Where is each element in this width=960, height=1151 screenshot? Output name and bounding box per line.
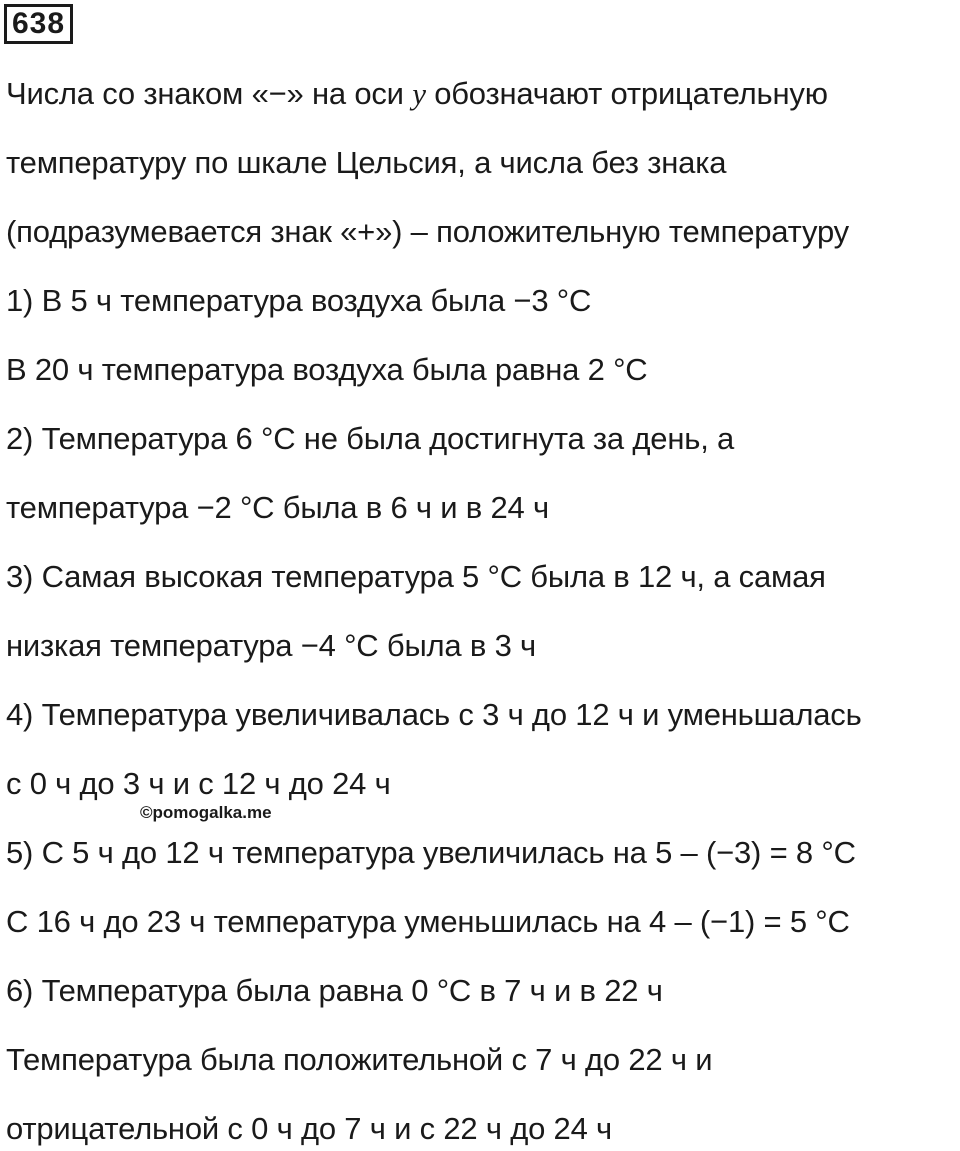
- answer-line: с 0 ч до 3 ч и с 12 ч до 24 ч: [6, 766, 391, 801]
- intro-line-3: (подразумевается знак «+») – положительную температуру: [6, 214, 849, 249]
- watermark: ©pomogalka.me: [140, 803, 272, 822]
- problem-number: 638: [4, 4, 73, 44]
- answer-line: Температура была положительной с 7 ч до 22 ч и: [6, 1042, 713, 1077]
- answer-line: В 20 ч температура воздуха была равна 2 °С: [6, 352, 648, 387]
- answer-line: 1) В 5 ч температура воздуха была −3 °С: [6, 283, 592, 318]
- answer-line: С 16 ч до 23 ч температура уменьшилась на 4 – (−1) = 5 °С: [6, 904, 850, 939]
- intro-line-1-end: обозначают отрицательную: [425, 76, 828, 111]
- axis-variable: y: [412, 76, 426, 111]
- answer-line: 4) Температура увеличивалась с 3 ч до 12 ч и уменьшалась: [6, 697, 862, 732]
- intro-line-2: температуру по шкале Цельсия, а числа без знака: [6, 145, 727, 180]
- intro-line-1-start: Числа со знаком «−» на оси: [6, 76, 413, 111]
- answer-line: температура −2 °С была в 6 ч и в 24 ч: [6, 490, 549, 525]
- answer-line: 2) Температура 6 °С не была достигнута за день, а: [6, 421, 735, 456]
- answer-line: отрицательной с 0 ч до 7 ч и с 22 ч до 24 ч: [6, 1111, 612, 1146]
- answer-line: 6) Температура была равна 0 °С в 7 ч и в 22 ч: [6, 973, 663, 1008]
- answer-line: низкая температура −4 °С была в 3 ч: [6, 628, 536, 663]
- answer-line: 3) Самая высокая температура 5 °С была в 12 ч, а самая: [6, 559, 826, 594]
- intro-line-1: [6, 76, 828, 112]
- answer-line: 5) С 5 ч до 12 ч температура увеличилась на 5 – (−3) = 8 °С: [6, 835, 856, 870]
